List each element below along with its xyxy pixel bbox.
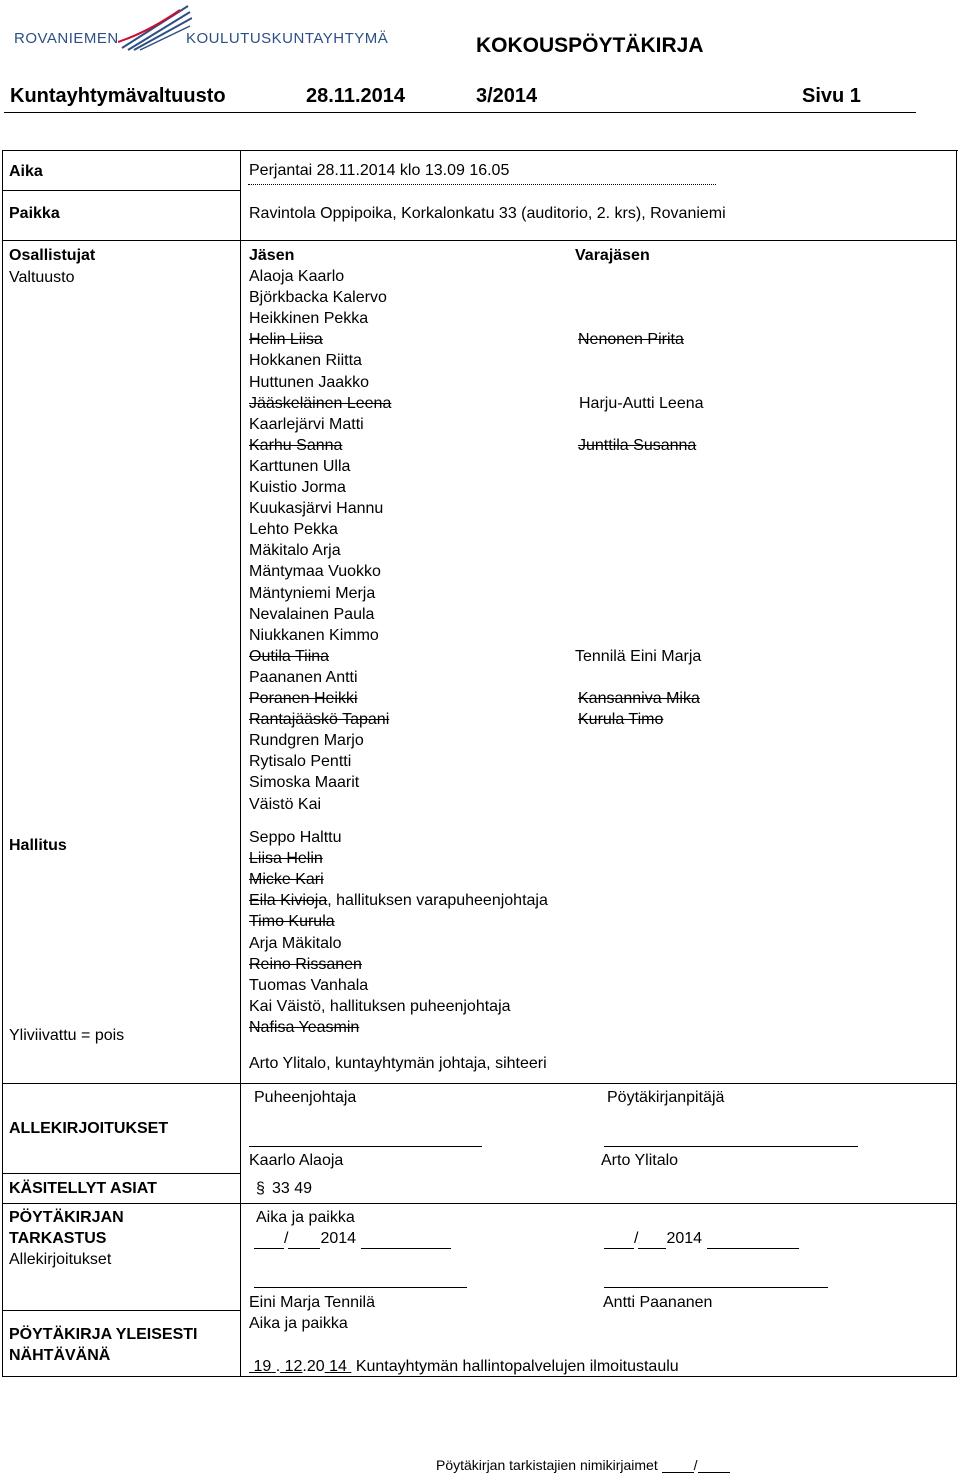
hallitus-member-name: Tuomas Vanhala bbox=[249, 977, 369, 994]
member-name: Huttunen Jaakko bbox=[249, 374, 370, 391]
table-left-border bbox=[2, 150, 3, 1376]
secretary-signature-line[interactable] bbox=[604, 1146, 858, 1147]
display-year: 14 bbox=[329, 1358, 347, 1375]
hallitus-member-name: Arja Mäkitalo bbox=[249, 935, 342, 952]
kasitellyt-value: 33 49 bbox=[272, 1180, 313, 1197]
hallitus-member-name: Micke Kari bbox=[249, 871, 324, 888]
table-right-border bbox=[956, 150, 957, 1376]
place-blank[interactable] bbox=[707, 1232, 799, 1249]
tarkastus-date-left[interactable] bbox=[254, 1228, 451, 1249]
member-name: Outila Tiina bbox=[249, 648, 330, 665]
checker-left-name: Eini Marja Tennilä bbox=[249, 1294, 375, 1311]
chair-title: Puheenjohtaja bbox=[254, 1089, 357, 1106]
deputy-name: Nenonen Pirita bbox=[578, 331, 684, 348]
hallitus-member-name: Nafisa Yeasmin bbox=[249, 1019, 360, 1036]
section-symbol: § bbox=[256, 1180, 265, 1197]
document-type: KOKOUSPÖYTÄKIRJA bbox=[476, 34, 704, 57]
member-name: Kuukasjärvi Hannu bbox=[249, 500, 384, 517]
member-name: Niukkanen Kimmo bbox=[249, 627, 379, 644]
member-name: Rytisalo Pentti bbox=[249, 753, 352, 770]
secretary-line: Arto Ylitalo, kuntayhtymän johtaja, sihteeri bbox=[249, 1055, 547, 1072]
member-name: Simoska Maarit bbox=[249, 774, 360, 791]
deputy-column-header: Varajäsen bbox=[575, 247, 650, 264]
member-name: Jääskeläinen Leena bbox=[249, 395, 392, 412]
display-year-prefix: .20 bbox=[302, 1358, 325, 1375]
chair-signature-line[interactable] bbox=[249, 1146, 482, 1147]
display-date-and-place: 19 . 12.20 14 Kuntayhtymän hallintopalvelujen ilmoitustaulu bbox=[249, 1356, 679, 1377]
deputy-name: Junttila Susanna bbox=[578, 437, 697, 454]
nahtavana-label-1: PÖYTÄKIRJA YLEISESTI bbox=[9, 1326, 198, 1343]
hallitus-member-role: , hallituksen varapuheenjohtaja bbox=[327, 892, 548, 909]
member-name: Rundgren Marjo bbox=[249, 732, 364, 749]
secretary-name: Arto Ylitalo bbox=[601, 1152, 679, 1169]
tarkastus-label-3: Allekirjoitukset bbox=[9, 1251, 112, 1268]
hallitus-label: Hallitus bbox=[9, 837, 67, 854]
row-separator bbox=[2, 1083, 957, 1084]
member-name: Björkbacka Kalervo bbox=[249, 289, 387, 306]
date-slash: / bbox=[634, 1230, 639, 1247]
member-name: Lehto Pekka bbox=[249, 521, 338, 538]
initials-blank-2[interactable] bbox=[698, 1458, 730, 1473]
valtuusto-label: Valtuusto bbox=[9, 269, 75, 286]
year-text: 2014 bbox=[320, 1230, 357, 1247]
hallitus-member-name: Liisa Helin bbox=[249, 850, 323, 867]
member-name: Nevalainen Paula bbox=[249, 606, 375, 623]
row-separator bbox=[2, 190, 240, 191]
day-blank[interactable] bbox=[604, 1232, 634, 1249]
hallitus-member-name: Seppo Halttu bbox=[249, 829, 342, 846]
allekirjoitukset-label: ALLEKIRJOITUKSET bbox=[9, 1120, 169, 1137]
paikka-label: Paikka bbox=[9, 205, 60, 222]
month-blank[interactable] bbox=[638, 1232, 666, 1249]
member-name: Paananen Antti bbox=[249, 669, 358, 686]
hallitus-member bbox=[249, 933, 341, 954]
tarkastus-label-1: PÖYTÄKIRJAN bbox=[9, 1209, 124, 1226]
member-name: Rantajääskö Tapani bbox=[249, 711, 390, 728]
day-blank[interactable] bbox=[254, 1232, 284, 1249]
year-text: 2014 bbox=[666, 1230, 703, 1247]
member-name: Karhu Sanna bbox=[249, 437, 343, 454]
hallitus-member bbox=[249, 996, 511, 1017]
table-column-divider bbox=[240, 150, 241, 1376]
hallitus-member-name: Eila Kivioja bbox=[249, 892, 328, 909]
hallitus-member-name: Reino Rissanen bbox=[249, 956, 362, 973]
deputy-name: Harju-Autti Leena bbox=[579, 395, 704, 412]
member-name: Helin Liisa bbox=[249, 331, 323, 348]
member-name: Alaoja Kaarlo bbox=[249, 268, 345, 285]
hallitus-member bbox=[249, 911, 335, 932]
org-name-left: ROVANIEMEN bbox=[14, 30, 119, 47]
deputy-name: Kansanniva Mika bbox=[578, 690, 700, 707]
page-number: Sivu 1 bbox=[802, 85, 861, 107]
deputy-name: Tennilä Eini Marja bbox=[575, 648, 702, 665]
footer-text: Pöytäkirjan tarkistajien nimikirjaimet bbox=[436, 1457, 658, 1473]
member-name: Poranen Heikki bbox=[249, 690, 358, 707]
table-top-border bbox=[2, 150, 958, 151]
member-name: Hokkanen Riitta bbox=[249, 352, 362, 369]
aika-label: Aika bbox=[9, 163, 43, 180]
checker-right-name: Antti Paananen bbox=[603, 1294, 713, 1311]
nahtavana-label-2: NÄHTÄVÄNÄ bbox=[9, 1347, 111, 1364]
dotted-separator bbox=[248, 184, 716, 185]
row-separator bbox=[2, 1203, 957, 1204]
hallitus-member bbox=[249, 869, 324, 890]
initials-blank-1[interactable] bbox=[662, 1458, 694, 1473]
kasitellyt-label: KÄSITELLYT ASIAT bbox=[9, 1180, 157, 1197]
chair-name: Kaarlo Alaoja bbox=[249, 1152, 344, 1169]
member-name: Kaarlejärvi Matti bbox=[249, 416, 364, 433]
tarkastus-date-right[interactable] bbox=[604, 1228, 799, 1249]
footer-initials bbox=[436, 1457, 730, 1473]
hallitus-member-name: Timo Kurula bbox=[249, 913, 335, 930]
meeting-number: 3/2014 bbox=[476, 85, 538, 107]
display-place: Kuntayhtymän hallintopalvelujen ilmoitustaulu bbox=[355, 1358, 679, 1375]
checker-left-signature-line[interactable] bbox=[254, 1287, 467, 1288]
member-name: Karttunen Ulla bbox=[249, 458, 351, 475]
member-name: Mäkitalo Arja bbox=[249, 542, 341, 559]
hallitus-member bbox=[249, 975, 368, 996]
row-separator bbox=[2, 1173, 240, 1174]
member-name: Heikkinen Pekka bbox=[249, 310, 369, 327]
row-separator bbox=[2, 1310, 240, 1311]
meeting-date: 28.11.2014 bbox=[306, 85, 405, 107]
hallitus-member bbox=[249, 890, 548, 911]
deputy-name: Kurula Timo bbox=[578, 711, 664, 728]
footer-slash: / bbox=[693, 1457, 698, 1473]
meeting-body: Kuntayhtymävaltuusto bbox=[10, 85, 226, 107]
member-name: Mäntyniemi Merja bbox=[249, 585, 376, 602]
member-name: Kuistio Jorma bbox=[249, 479, 346, 496]
month-blank[interactable] bbox=[288, 1232, 320, 1249]
hallitus-member bbox=[249, 954, 362, 975]
date-slash: / bbox=[284, 1230, 289, 1247]
logo-swoosh-icon bbox=[118, 2, 192, 52]
tarkastus-label-2: TARKASTUS bbox=[9, 1230, 107, 1247]
display-month: 12 bbox=[284, 1358, 303, 1375]
member-column-header: Jäsen bbox=[249, 247, 295, 264]
member-name: Väistö Kai bbox=[249, 796, 322, 813]
header-rule bbox=[4, 112, 916, 113]
nahtavana-time-place: Aika ja paikka bbox=[249, 1315, 348, 1332]
osallistujat-label: Osallistujat bbox=[9, 247, 96, 264]
tarkastus-time-place: Aika ja paikka bbox=[256, 1209, 355, 1226]
hallitus-member bbox=[249, 1017, 359, 1038]
hallitus-member-name: Kai Väistö, hallituksen puheenjohtaja bbox=[249, 998, 511, 1015]
secretary-title: Pöytäkirjanpitäjä bbox=[607, 1089, 725, 1106]
hallitus-member bbox=[249, 848, 323, 869]
place-blank[interactable] bbox=[361, 1232, 451, 1249]
strike-note: Yliviivattu = pois bbox=[9, 1027, 125, 1044]
paikka-value: Ravintola Oppipoika, Korkalonkatu 33 (auditorio, 2. krs), Rovaniemi bbox=[249, 205, 726, 222]
member-name: Mäntymaa Vuokko bbox=[249, 563, 381, 580]
row-separator bbox=[2, 240, 957, 241]
checker-right-signature-line[interactable] bbox=[604, 1287, 828, 1288]
aika-value: Perjantai 28.11.2014 klo 13.09 16.05 bbox=[249, 162, 510, 179]
hallitus-member bbox=[249, 827, 342, 848]
display-day: 19 bbox=[253, 1358, 272, 1375]
org-name-right: KOULUTUSKUNTAYHTYMÄ bbox=[186, 30, 389, 47]
